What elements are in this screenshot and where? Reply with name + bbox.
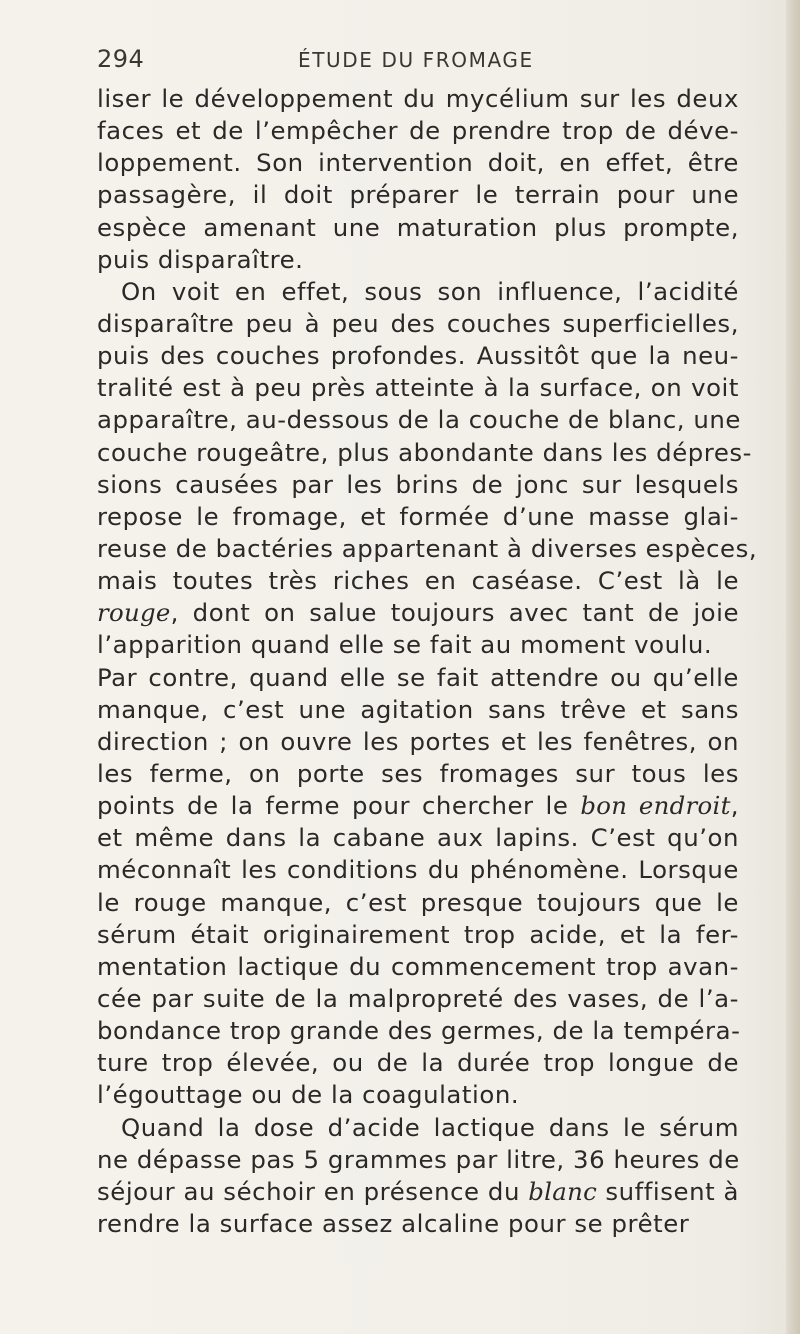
- text-run: séjour au séchoir en présence du: [97, 1176, 529, 1206]
- text-run: loppement. Son intervention doit, en effet, être: [97, 148, 739, 178]
- body-text: [97, 83, 758, 1240]
- text-line: [97, 340, 739, 372]
- text-run: suffisent à: [597, 1176, 739, 1206]
- text-run: direction ; on ouvre les portes et les fenêtres, on: [97, 726, 739, 756]
- text-run: l’égouttage ou de la coagulation.: [97, 1080, 520, 1110]
- text-run: Quand la dose d’acide lactique dans le sérum: [121, 1112, 739, 1142]
- italic-text-run: rouge: [97, 598, 171, 628]
- text-line: [97, 887, 739, 919]
- text-run: puis des couches profondes. Aussitôt que la neu-: [97, 341, 739, 371]
- text-line: [97, 694, 739, 726]
- text-line: [97, 115, 739, 147]
- text-run: couche rougeâtre, plus abondante dans les dépres-: [97, 437, 753, 467]
- text-run: et même dans la cabane aux lapins. C’est qu’on: [97, 823, 739, 853]
- text-line: [97, 179, 739, 211]
- text-line: [97, 629, 739, 661]
- text-run: mais toutes très riches en caséase. C’est là le: [97, 566, 739, 596]
- text-run: méconnaît les conditions du phénomène. Lorsque: [97, 855, 739, 885]
- text-line: [97, 758, 739, 790]
- text-run: mentation lactique du commencement trop avan-: [97, 951, 739, 981]
- text-line: [97, 437, 753, 469]
- text-run: bondance trop grande des germes, de la tempéra-: [97, 1016, 741, 1046]
- text-run: tralité est à peu près atteinte à la surface, on voit: [97, 373, 739, 403]
- text-line: [97, 1144, 739, 1176]
- text-line: [97, 983, 739, 1015]
- text-line: [97, 597, 739, 629]
- text-line: [97, 276, 739, 308]
- text-line: [97, 83, 739, 115]
- text-line: [97, 308, 739, 340]
- text-line: [97, 854, 739, 886]
- page-edge-shadow: [786, 0, 800, 1334]
- text-line: [97, 1112, 739, 1144]
- text-run: rendre la surface assez alcaline pour se prêter: [97, 1208, 690, 1238]
- page-number: 294: [97, 45, 145, 73]
- text-line: [97, 404, 739, 436]
- italic-text-run: bon endroit: [580, 791, 731, 821]
- text-run: passagère, il doit préparer le terrain pour une: [97, 180, 739, 210]
- text-run: reuse de bactéries appartenant à diverses espèces,: [97, 533, 758, 563]
- text-run: , dont on salue toujours avec tant de joie: [170, 598, 739, 628]
- page-header: [97, 44, 737, 78]
- text-run: liser le développement du mycélium sur les deux: [97, 84, 739, 113]
- text-run: On voit en effet, sous son influence, l’acidité: [121, 276, 739, 306]
- text-run: ,: [730, 791, 740, 821]
- text-run: puis disparaître.: [97, 244, 304, 274]
- text-line: [97, 501, 739, 533]
- text-run: l’apparition quand elle se fait au moment voulu.: [97, 630, 713, 660]
- text-line: [97, 662, 739, 694]
- text-line: [97, 212, 739, 244]
- text-line: [97, 919, 739, 951]
- text-run: disparaître peu à peu des couches superficielles,: [97, 308, 739, 338]
- text-line: [97, 1176, 739, 1208]
- running-title: ÉTUDE DU FROMAGE: [298, 48, 534, 72]
- text-line: [97, 147, 739, 179]
- text-line: [97, 822, 739, 854]
- text-line: [97, 790, 739, 822]
- text-run: points de la ferme pour chercher le: [97, 791, 581, 821]
- text-line: [97, 469, 739, 501]
- text-run: sérum était originairement trop acide, et la fer-: [97, 919, 739, 949]
- text-run: les ferme, on porte ses fromages sur tous les: [97, 758, 739, 788]
- text-run: faces et de l’empêcher de prendre trop de déve-: [97, 116, 739, 146]
- text-run: le rouge manque, c’est presque toujours que le: [97, 887, 739, 917]
- text-run: cée par suite de la malpropreté des vases, de l’a-: [97, 983, 739, 1013]
- text-line: [97, 1047, 739, 1079]
- text-run: ture trop élevée, ou de la durée trop longue de: [97, 1048, 739, 1078]
- text-line: [97, 533, 758, 565]
- text-line: [97, 1015, 739, 1047]
- text-run: apparaître, au-dessous de la couche de blanc, une: [97, 405, 741, 435]
- text-line: [97, 1208, 739, 1240]
- text-line: [97, 726, 739, 758]
- text-run: manque, c’est une agitation sans trêve et sans: [97, 694, 739, 724]
- text-run: ne dépasse pas 5 grammes par litre, 36 heures de: [97, 1144, 740, 1174]
- italic-text-run: blanc: [528, 1176, 598, 1206]
- text-line: [97, 565, 739, 597]
- text-line: [97, 372, 739, 404]
- text-run: Par contre, quand elle se fait attendre ou qu’elle: [97, 662, 739, 692]
- text-line: [97, 1079, 739, 1111]
- text-run: repose le fromage, et formée d’une masse glai-: [97, 501, 739, 531]
- text-line: [97, 244, 739, 276]
- text-run: sions causées par les brins de jonc sur lesquels: [97, 469, 739, 499]
- text-line: [97, 951, 739, 983]
- text-run: espèce amenant une maturation plus prompte,: [97, 212, 739, 242]
